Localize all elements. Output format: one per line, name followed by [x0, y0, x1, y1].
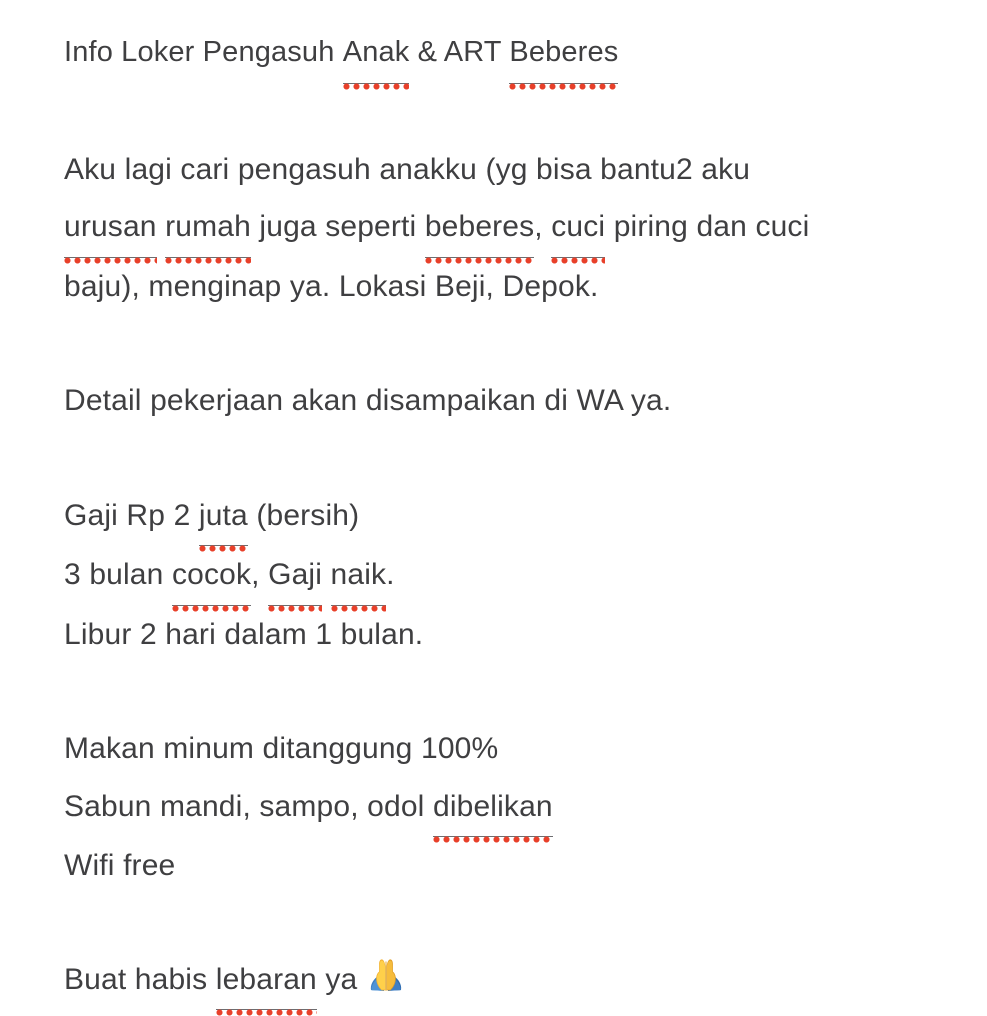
p3l2-segment-4: .: [386, 558, 395, 591]
p3l1-segment-1: Gaji Rp 2: [64, 498, 199, 532]
paragraph-3-line-2: [64, 546, 924, 606]
paragraph-gap-2: [64, 315, 924, 372]
misspelled-word-dibelikan[interactable]: dibelikan: [433, 778, 553, 838]
misspelled-word-anak[interactable]: Anak: [343, 24, 410, 84]
post-title-line: [64, 24, 924, 84]
misspelled-word-beberes-2[interactable]: beberes: [425, 198, 534, 258]
post-text-body: [64, 0, 924, 1010]
paragraph-2-line-1: Detail pekerjaan akan disampaikan di WA ya.: [64, 384, 672, 417]
paragraph-gap-3: [64, 430, 924, 487]
misspelled-word-gaji[interactable]: Gaji: [268, 546, 322, 606]
paragraph-4-line-2: [64, 778, 924, 838]
paragraph-5-line-1: [64, 951, 924, 1011]
misspelled-word-cocok[interactable]: cocok: [172, 546, 251, 606]
paragraph-1-line-1: Aku lagi cari pengasuh anakku (yg bisa bantu2 aku: [64, 152, 751, 186]
p1l2-segment-1: [157, 210, 166, 243]
p5l1-segment-2: ya: [316, 962, 366, 996]
post-title-paragraph: [64, 24, 924, 84]
p4l2-segment-1: Sabun mandi, sampo, odol: [64, 789, 433, 823]
misspelled-word-naik[interactable]: naik: [331, 546, 387, 606]
misspelled-word-rumah[interactable]: rumah: [165, 198, 251, 258]
paragraph-4-line-3: Wifi free: [64, 849, 176, 882]
folded-hands-emoji: [366, 954, 406, 994]
paragraph-1-line-3: baju), menginap ya. Lokasi Beji, Depok.: [64, 269, 599, 303]
p3l2-segment-1: 3 bulan: [64, 558, 172, 591]
p5l1-segment-1: Buat habis: [64, 962, 216, 996]
p1l2-segment-4: piring dan cuci: [605, 210, 810, 243]
p3l2-segment-2: ,: [251, 558, 269, 591]
title-text-segment-1: Info Loker Pengasuh: [64, 36, 343, 68]
paragraph-gap-1: [64, 84, 924, 141]
p3l1-segment-2: (bersih): [247, 498, 360, 532]
title-text-segment-2: & ART: [409, 36, 510, 68]
paragraph-3-line-1: [64, 487, 924, 547]
paragraph-1: [64, 141, 924, 316]
misspelled-word-urusan[interactable]: urusan: [64, 198, 157, 258]
misspelled-word-juta[interactable]: juta: [199, 487, 248, 547]
paragraph-4: [64, 720, 924, 895]
paragraph-gap-4: [64, 663, 924, 720]
p1l2-segment-3: ,: [534, 210, 552, 243]
p3l2-segment-3: [322, 558, 331, 591]
paragraph-3-line-3: Libur 2 hari dalam 1 bulan.: [64, 617, 424, 651]
top-spacer: [64, 0, 924, 24]
misspelled-word-lebaran[interactable]: lebaran: [216, 951, 317, 1011]
misspelled-word-beberes[interactable]: Beberes: [509, 24, 618, 84]
paragraph-gap-5: [64, 895, 924, 951]
paragraph-1-line-2: [64, 198, 924, 258]
misspelled-word-cuci[interactable]: cuci: [551, 198, 605, 258]
paragraph-5: [64, 951, 924, 1011]
paragraph-2: [64, 372, 924, 430]
p1l2-segment-2: juga seperti: [250, 210, 425, 243]
paragraph-4-line-1: Makan minum ditanggung 100%: [64, 732, 499, 765]
paragraph-3: [64, 487, 924, 664]
